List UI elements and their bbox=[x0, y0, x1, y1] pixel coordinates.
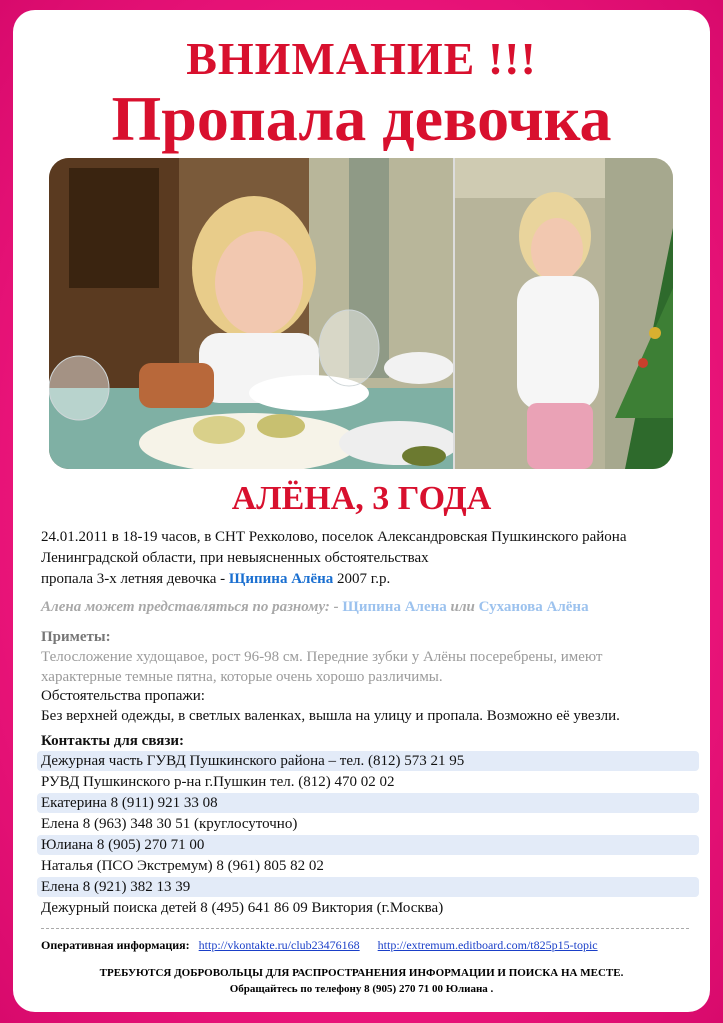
photo-girl-by-tree bbox=[455, 158, 673, 469]
circumstances-title: Обстоятельства пропажи: bbox=[41, 688, 205, 704]
attention-heading: ВНИМАНИЕ !!! bbox=[186, 33, 537, 84]
contact-row: Елена 8 (921) 382 13 39 bbox=[37, 877, 699, 897]
operative-info-label: Оперативная информация: bbox=[41, 938, 190, 952]
volunteers-needed: ТРЕБУЮТСЯ ДОБРОВОЛЬЦЫ ДЛЯ РАСПРОСТРАНЕНИЯ ИНФОРМАЦИИ И ПОИСКА НА МЕСТЕ. bbox=[99, 967, 624, 979]
girl-name-age: АЛЁНА, 3 ГОДА bbox=[231, 480, 492, 517]
missing-girl-heading: Пропала девочка bbox=[111, 83, 612, 154]
alias-intro: Алена может представляться по разному: - bbox=[41, 599, 343, 615]
description-line-1: 24.01.2011 в 18-19 часов, в СНТ Рехколово, поселок Александровская Пушкинского района bbox=[41, 529, 627, 545]
extremum-link[interactable]: http://extremum.editboard.com/t825p15-topic bbox=[377, 938, 598, 952]
description-line-3 bbox=[41, 569, 390, 590]
description-line-2: Ленинградской области, при невыясненных обстоятельствах bbox=[41, 550, 429, 566]
contact-row: Наталья (ПСО Экстремум) 8 (961) 805 82 02 bbox=[41, 858, 324, 874]
contact-row: Дежурная часть ГУВД Пушкинского района – тел. (812) 573 21 95 bbox=[37, 751, 699, 771]
contact-row: Дежурный поиска детей 8 (495) 641 86 09 Виктория (г.Москва) bbox=[41, 900, 444, 916]
alias-or: или bbox=[446, 599, 479, 615]
girl-full-name: Щипина Алёна bbox=[228, 571, 334, 587]
features-line-2: характерные темные пятна, которые очень хорошо различимы. bbox=[41, 669, 443, 685]
description-line-3-suffix: 2007 г.р. bbox=[333, 571, 391, 587]
features-title: Приметы: bbox=[41, 629, 111, 645]
features-line-1: Телосложение худощавое, рост 96-98 см. Передние зубки у Алёны посеребрены, имеют bbox=[41, 649, 603, 665]
operative-info-line bbox=[41, 938, 598, 953]
alias-name-1: Щипина Алена bbox=[342, 599, 447, 615]
alias-line bbox=[41, 597, 589, 618]
poster-sheet bbox=[13, 10, 710, 1012]
contact-row: Екатерина 8 (911) 921 33 08 bbox=[37, 793, 699, 813]
circumstances-text: Без верхней одежды, в светлых валенках, вышла на улицу и пропала. Возможно её увезли. bbox=[41, 708, 620, 724]
vkontakte-link[interactable]: http://vkontakte.ru/club23476168 bbox=[198, 938, 360, 952]
volunteers-contact: Обращайтесь по телефону 8 (905) 270 71 00 Юлиана . bbox=[229, 983, 494, 995]
contact-row: РУВД Пушкинского р-на г.Пушкин тел. (812) 470 02 02 bbox=[41, 774, 395, 790]
contacts-title: Контакты для связи: bbox=[41, 733, 185, 749]
contact-row: Елена 8 (963) 348 30 51 (круглосуточно) bbox=[41, 816, 298, 832]
divider bbox=[41, 928, 689, 929]
photo-girl-at-table bbox=[49, 158, 453, 469]
alias-name-2: Суханова Алёна bbox=[478, 599, 589, 615]
description-line-3-prefix: пропала 3-х летняя девочка - bbox=[41, 571, 229, 587]
contact-row: Юлиана 8 (905) 270 71 00 bbox=[37, 835, 699, 855]
photo-strip bbox=[49, 158, 673, 469]
